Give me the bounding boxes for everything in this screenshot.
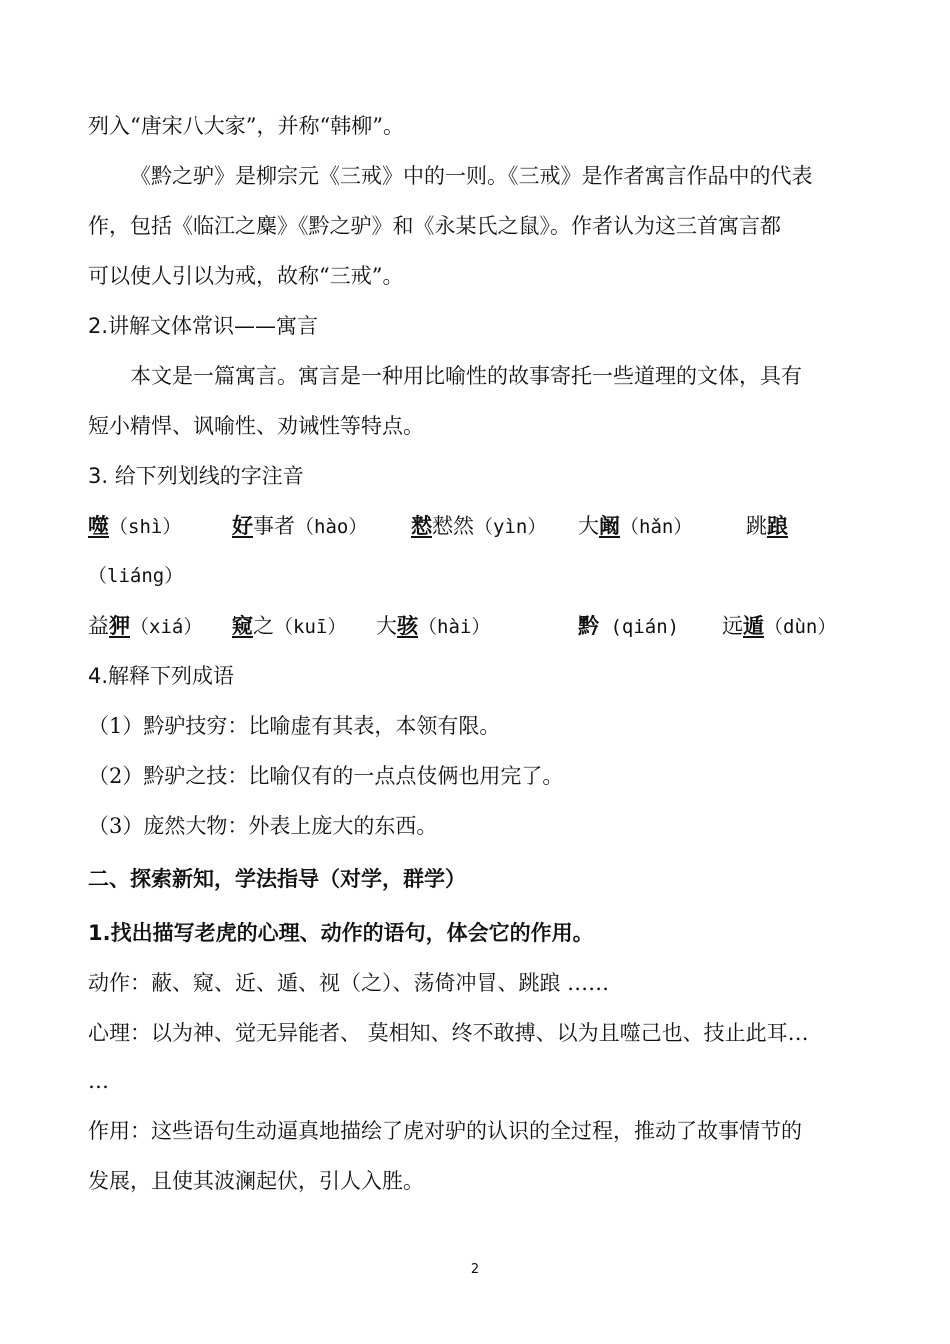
pinyin-reading: （kuī） [274, 616, 347, 638]
pinyin-item: 慭慭然（yìn） [411, 514, 547, 538]
pinyin-reading: (qián) [599, 616, 680, 638]
underlined-char: 骇 [397, 614, 418, 638]
pinyin-reading: （liáng） [88, 565, 184, 587]
underlined-char: 阚 [599, 514, 620, 538]
paragraph-line: 作，包括《临江之麋》《黔之驴》和《永某氏之鼠》。作者认为这三首寓言都 [88, 214, 781, 238]
pinyin-item [88, 511, 181, 542]
paragraph-line: 短小精悍、讽喻性、劝诫性等特点。 [88, 414, 424, 438]
paragraph-line: 可以使人引以为戒，故称“三戒”。 [88, 264, 404, 288]
idiom-item: （3）庞然大物：外表上庞大的东西。 [88, 814, 438, 838]
pinyin-reading: （dùn） [764, 616, 837, 638]
pinyin-reading: （hào） [295, 516, 368, 538]
idiom-item: （1）黔驴技穷：比喻虚有其表，本领有限。 [88, 714, 501, 738]
idiom-item: （2）黔驴之技：比喻仅有的一点点伎俩也用完了。 [88, 764, 564, 788]
paragraph-line: 《黔之驴》是柳宗元《三戒》中的一则。《三戒》是作者寓言作品中的代表 [130, 164, 813, 188]
answer-line: 作用：这些语句生动逼真地描绘了虎对驴的认识的全过程，推动了故事情节的 [88, 1119, 802, 1143]
underlined-char: 踉 [767, 514, 788, 538]
pinyin-item: 大骇（hài） [376, 614, 491, 638]
pinyin-reading: （yìn） [474, 516, 547, 538]
pinyin-item: 跳踉 [746, 514, 788, 538]
pinyin-reading: （hài） [418, 616, 491, 638]
pinyin-item: 窥之（kuī） [232, 614, 347, 638]
answer-line: 心理：以为神、觉无异能者、 莫相知、终不敢搏、以为且噬己也、技止此耳… [88, 1021, 809, 1045]
section-heading: 4.解释下列成语 [88, 664, 235, 688]
underlined-char: 噬 [88, 514, 109, 538]
paragraph-line: 列入“唐宋八大家”，并称“韩柳”。 [88, 114, 404, 138]
pinyin-reading: （hǎn） [620, 516, 693, 538]
underlined-char: 好 [232, 514, 253, 538]
page-number: 2 [470, 1262, 480, 1277]
answer-line: … [88, 1069, 109, 1093]
pinyin-item: 远遁（dùn） [722, 614, 837, 638]
answer-line: 动作：蔽、窥、近、遁、视（之）、荡倚冲冒、跳踉 …… [88, 971, 610, 995]
pinyin-item: 大阚（hǎn） [578, 514, 693, 538]
pinyin-row [0, 511, 950, 541]
underlined-char: 慭 [411, 514, 432, 538]
section-title: 二、探索新知，学法指导（对学，群学） [88, 867, 466, 891]
question-heading: 1.找出描写老虎的心理、动作的语句，体会它的作用。 [88, 921, 594, 945]
underlined-char: 遁 [743, 614, 764, 638]
pinyin-reading: （xiá） [130, 616, 203, 638]
pinyin-item [578, 611, 679, 642]
answer-line: 发展，且使其波澜起伏，引人入胜。 [88, 1169, 424, 1193]
pinyin-item: 好事者（hào） [232, 514, 368, 538]
underlined-char: 窥 [232, 614, 253, 638]
section-heading: 3. 给下列划线的字注音 [88, 464, 304, 488]
pinyin-row [0, 611, 950, 641]
pinyin-reading: （shì） [109, 516, 182, 538]
underlined-char: 狎 [109, 614, 130, 638]
paragraph-line: 本文是一篇寓言。寓言是一种用比喻性的故事寄托一些道理的文体，具有 [130, 364, 802, 388]
pinyin-item: 益狎（xiá） [88, 614, 203, 638]
section-heading: 2.讲解文体常识——寓言 [88, 314, 319, 338]
underlined-char: 黔 [578, 614, 599, 638]
